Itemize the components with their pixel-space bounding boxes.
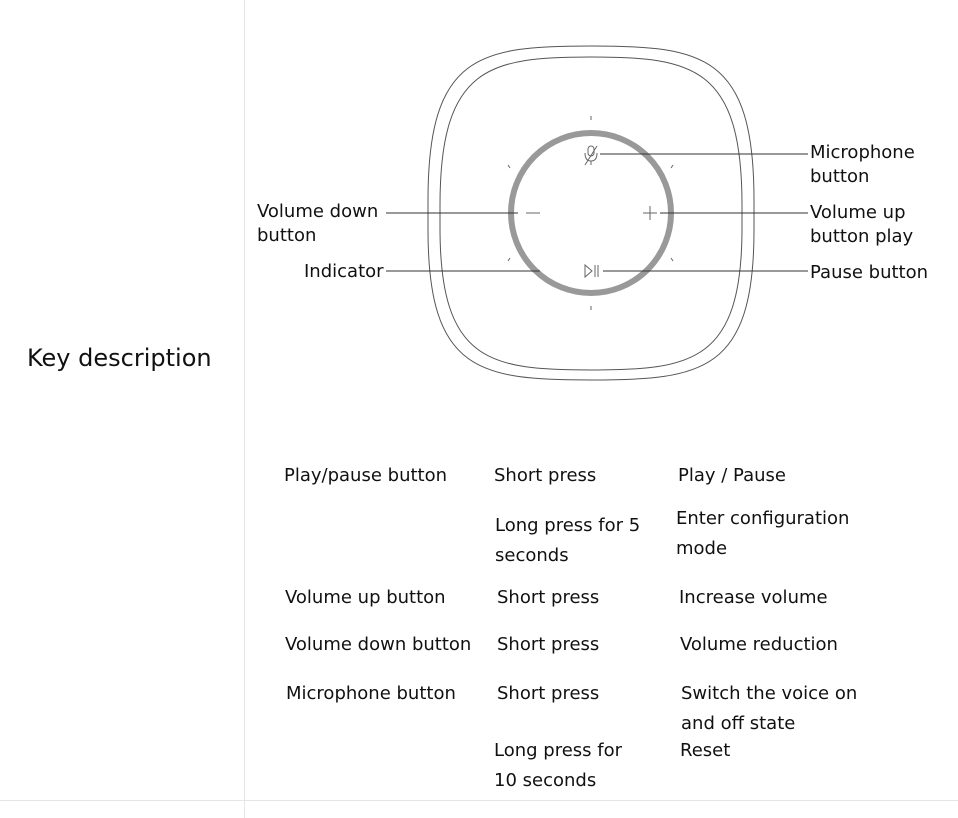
bottom-divider (0, 800, 958, 801)
table-cell-button: Play/pause button (284, 465, 448, 486)
table-cell-action: Short press (497, 587, 600, 608)
table-cell-result: Reset (680, 740, 731, 761)
table-cell-result: Play / Pause (678, 465, 786, 486)
table-cell-action: Short press (497, 634, 600, 655)
plus-icon (643, 206, 657, 220)
table-cell-result: Volume reduction (680, 634, 838, 655)
volume-down-label: Volume down button (257, 201, 379, 246)
table-cell-action: Short press (497, 683, 600, 704)
table-cell-button: Volume down button (285, 634, 472, 655)
volume-up-label: Volume up button play (810, 202, 914, 247)
table-cell-result: Switch the voice on and off state (681, 683, 858, 734)
table-cell-result: Increase volume (679, 587, 828, 608)
table-cell-action: Short press (494, 465, 597, 486)
table-cell-button: Volume up button (285, 587, 446, 608)
play-pause-icon (585, 265, 598, 277)
leader-lines (386, 154, 808, 271)
table-cell-action: Long press for 10 seconds (494, 740, 623, 791)
table-cell-action: Long press for 5 seconds (495, 515, 641, 566)
table-cell-result: Enter configuration mode (676, 508, 850, 559)
section-title: Key description (27, 344, 212, 372)
microphone-label: Microphone button (810, 142, 915, 187)
microphone-off-icon (585, 146, 597, 165)
table-cell-button: Microphone button (286, 683, 456, 704)
indicator-label: Indicator (304, 261, 384, 282)
pause-label: Pause button (810, 262, 929, 283)
